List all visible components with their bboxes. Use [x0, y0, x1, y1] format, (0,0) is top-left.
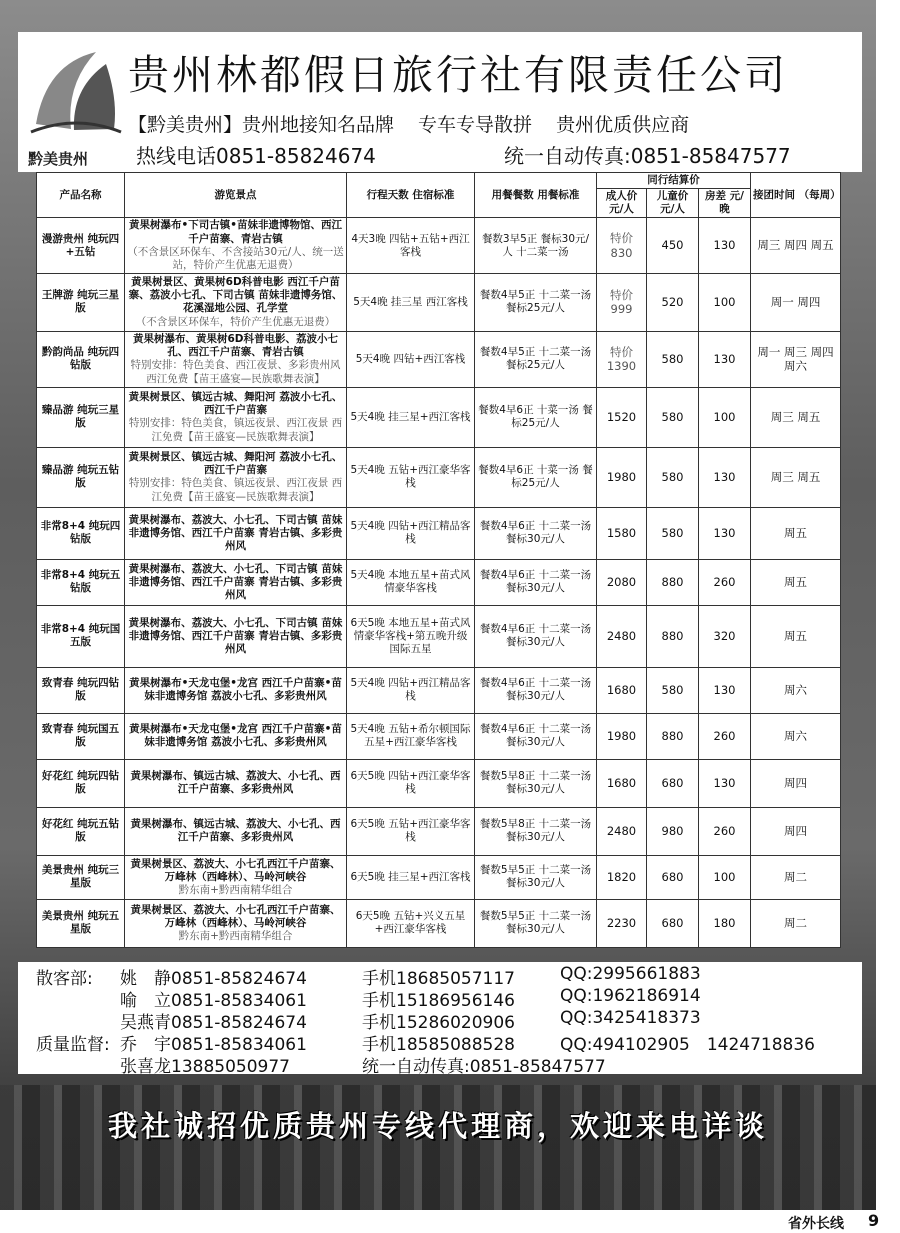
departure-days — [751, 273, 841, 331]
adult-price — [597, 667, 647, 713]
table-row — [37, 331, 841, 387]
tour-spots — [125, 667, 347, 713]
price-table — [36, 172, 840, 948]
days-lodging-text: 5天4晚 五钻+希尔顿国际五星+西江豪华客栈 — [350, 723, 471, 749]
tour-spots — [125, 855, 347, 899]
adult-price — [597, 273, 647, 331]
room-difference — [699, 273, 751, 331]
days-lodging-text: 5天4晚 挂三星+西江客栈 — [350, 410, 471, 423]
product-name-text: 致青春 纯玩国五版 — [41, 723, 120, 749]
product-name-text: 美景贵州 纯玩三星版 — [41, 864, 120, 890]
room-difference-text: 260 — [713, 575, 736, 590]
child-price — [647, 273, 699, 331]
adult-price-text: 1580 — [606, 526, 637, 541]
days-lodging-text: 6天5晚 本地五星+苗式风情豪华客栈+第五晚升级国际五星 — [350, 616, 471, 655]
table-row — [37, 559, 841, 605]
product-name — [37, 507, 125, 559]
product-name-text: 好花红 纯玩五钻版 — [41, 818, 120, 844]
room-difference-text: 100 — [713, 870, 736, 885]
meal-standard-text: 餐数4早6正 十菜一汤 餐标25元/人 — [478, 464, 593, 490]
adult-price-text: 2230 — [606, 916, 637, 931]
dept-label-sales: 散客部: — [36, 969, 93, 989]
departure-days-text: 周四 — [784, 824, 808, 839]
child-price — [647, 447, 699, 507]
table-row — [37, 507, 841, 559]
tour-spots-text: 黄果树瀑布•下司古镇•苗妹非遗博物馆、西江千户苗寨、青岩古镇 — [129, 219, 342, 245]
tour-spots-text: 黄果树瀑布•天龙屯堡•龙宫 西江千户苗寨•苗妹非遗博务馆 荔波小七孔、多彩贵州风 — [129, 723, 342, 749]
tour-note: 特别安排：特色美食、镇远夜景、西江夜景 西江免费【苗王盛宴—民族歌舞表演】 — [128, 477, 343, 503]
adult-price — [597, 387, 647, 447]
meal-standard-text: 餐数5早8正 十二菜一汤 餐标30元/人 — [479, 818, 592, 844]
product-name-text: 臻品游 纯玩五钻版 — [41, 464, 120, 490]
meal-standard-text: 餐数4早6正 十二菜一汤 餐标30元/人 — [479, 623, 592, 649]
departure-days-text: 周一 周三 周四 周六 — [757, 345, 834, 374]
product-name — [37, 387, 125, 447]
departure-days — [751, 559, 841, 605]
meal-standard — [475, 273, 597, 331]
tour-spots-text: 黄果树瀑布、镇远古城、荔波大、小七孔、西江千户苗寨、多彩贵州风 — [130, 818, 341, 844]
meal-standard-text: 餐数4早5正 十二菜一汤 餐标25元/人 — [479, 289, 592, 315]
tour-spots — [125, 273, 347, 331]
adult-price-text: 特价 830 — [610, 231, 633, 260]
company-logo-icon — [26, 44, 126, 144]
departure-days-text: 周五 — [784, 526, 808, 541]
departure-days-text: 周六 — [784, 729, 808, 744]
table-row — [37, 759, 841, 807]
adult-price-text: 2480 — [606, 629, 637, 644]
room-difference-text: 130 — [713, 470, 736, 485]
child-price-text: 450 — [661, 238, 684, 253]
adult-price — [597, 331, 647, 387]
departure-days — [751, 387, 841, 447]
child-price — [647, 855, 699, 899]
product-name — [37, 759, 125, 807]
room-difference — [699, 807, 751, 855]
days-lodging — [347, 605, 475, 667]
departure-days — [751, 331, 841, 387]
contact-mobile: 手机15286020906 — [362, 1013, 515, 1033]
contact-name: 乔 宇0851-85834061 — [120, 1035, 307, 1055]
header-price-group: 同行结算价 — [597, 173, 751, 189]
room-difference — [699, 559, 751, 605]
room-difference-text: 180 — [713, 916, 736, 931]
room-difference — [699, 387, 751, 447]
meal-standard — [475, 447, 597, 507]
header-meals: 用餐餐数 用餐标准 — [475, 173, 597, 218]
room-difference-text: 320 — [713, 629, 736, 644]
room-difference-text: 130 — [713, 683, 736, 698]
departure-days-text: 周二 — [784, 916, 808, 931]
meal-standard — [475, 331, 597, 387]
table-row — [37, 667, 841, 713]
tour-spots — [125, 331, 347, 387]
days-lodging-text: 6天5晚 挂三星+西江客栈 — [350, 870, 471, 883]
child-price-text: 580 — [661, 410, 684, 425]
tagline: 【黔美贵州】贵州地接知名品牌 专车专导散拼 贵州优质供应商 — [128, 114, 690, 136]
departure-days-text: 周五 — [784, 629, 808, 644]
meal-standard — [475, 605, 597, 667]
adult-price-text: 特价 1390 — [606, 345, 637, 374]
meal-standard-text: 餐数4早6正 十二菜一汤 餐标30元/人 — [479, 520, 592, 546]
contact-mobile: 手机18585088528 — [362, 1035, 515, 1055]
child-price — [647, 387, 699, 447]
child-price — [647, 331, 699, 387]
table-row — [37, 447, 841, 507]
room-difference-text: 130 — [713, 776, 736, 791]
meal-standard-text: 餐数5早5正 十二菜一汤 餐标30元/人 — [479, 910, 592, 936]
meal-standard-text: 餐数3早5正 餐标30元/人 十二菜一汤 — [481, 232, 590, 258]
adult-price — [597, 447, 647, 507]
departure-days — [751, 447, 841, 507]
days-lodging — [347, 559, 475, 605]
departure-days — [751, 605, 841, 667]
child-price-text: 580 — [661, 683, 684, 698]
tour-spots-text: 黄果树瀑布、镇远古城、荔波大、小七孔、西江千户苗寨、多彩贵州风 — [130, 770, 341, 796]
page-number: 9 — [868, 1211, 880, 1230]
product-name — [37, 713, 125, 759]
days-lodging — [347, 713, 475, 759]
contact-name: 张喜龙13885050977 — [120, 1057, 290, 1077]
adult-price-text: 1980 — [606, 729, 637, 744]
departure-days — [751, 507, 841, 559]
contact-name: 喻 立0851-85834061 — [120, 991, 307, 1011]
child-price-text: 520 — [661, 295, 684, 310]
room-difference-text: 100 — [713, 410, 736, 425]
adult-price-text: 1980 — [606, 470, 637, 485]
meal-standard-text: 餐数4早6正 十二菜一汤 餐标30元/人 — [479, 677, 592, 703]
header-room: 房差 元/晚 — [699, 189, 751, 218]
product-name — [37, 559, 125, 605]
meal-standard-text: 餐数5早8正 十二菜一汤 餐标30元/人 — [479, 770, 592, 796]
adult-price — [597, 759, 647, 807]
contact-qq: QQ:1962186914 — [560, 986, 701, 1006]
tour-spots — [125, 218, 347, 274]
room-difference-text: 260 — [713, 729, 736, 744]
logo-text: 黔美贵州 — [28, 150, 89, 168]
room-difference — [699, 759, 751, 807]
tour-note: 特别安排：特色美食、西江夜景、多彩贵州风 西江免费【苗王盛宴—民族歌舞表演】 — [130, 359, 341, 385]
room-difference-text: 130 — [713, 526, 736, 541]
meal-standard — [475, 218, 597, 274]
child-price — [647, 218, 699, 274]
header-name: 产品名称 — [37, 173, 125, 218]
departure-days — [751, 713, 841, 759]
tour-spots — [125, 605, 347, 667]
meal-standard-text: 餐数4早5正 十二菜一汤 餐标25元/人 — [479, 346, 592, 372]
meal-standard — [475, 855, 597, 899]
product-name-text: 美景贵州 纯玩五星版 — [41, 910, 120, 936]
tour-spots-text: 黄果树景区、镇远古城、舞阳河 荔波小七孔、西江千户苗寨 — [128, 451, 343, 477]
days-lodging — [347, 331, 475, 387]
tour-spots — [125, 807, 347, 855]
departure-days — [751, 218, 841, 274]
product-name-text: 王牌游 纯玩三星版 — [41, 289, 120, 315]
child-price-text: 580 — [661, 470, 684, 485]
child-price-text: 880 — [661, 629, 684, 644]
tour-spots-text: 黄果树景区、镇远古城、舞阳河 荔波小七孔、西江千户苗寨 — [128, 391, 343, 417]
child-price-text: 880 — [661, 729, 684, 744]
tour-spots-text: 黄果树瀑布•天龙屯堡•龙宫 西江千户苗寨•苗妹非遗博务馆 荔波小七孔、多彩贵州风 — [129, 677, 342, 703]
contact-mobile: 手机18685057117 — [362, 969, 515, 989]
tour-spots — [125, 759, 347, 807]
child-price — [647, 559, 699, 605]
header — [18, 32, 862, 172]
departure-days — [751, 855, 841, 899]
table-row — [37, 273, 841, 331]
departure-days-text: 周四 — [784, 776, 808, 791]
contact-name: 姚 静0851-85824674 — [120, 969, 307, 989]
dept-label-quality: 质量监督: — [36, 1035, 110, 1055]
meal-standard — [475, 807, 597, 855]
product-name — [37, 447, 125, 507]
adult-price — [597, 855, 647, 899]
adult-price — [597, 559, 647, 605]
header-schedule: 接团时间 （每周） — [751, 173, 841, 218]
adult-price-text: 2080 — [606, 575, 637, 590]
departure-days-text: 周一 周四 — [770, 295, 821, 310]
meal-standard — [475, 667, 597, 713]
departure-days-text: 周六 — [784, 683, 808, 698]
room-difference — [699, 218, 751, 274]
tour-note: （不含景区环保车，特价产生优惠无退费） — [135, 315, 336, 328]
adult-price-text: 1680 — [606, 683, 637, 698]
meal-standard — [475, 507, 597, 559]
product-name-text: 黔韵尚品 纯玩四钻版 — [41, 346, 120, 372]
days-lodging — [347, 447, 475, 507]
adult-price-text: 1820 — [606, 870, 637, 885]
days-lodging-text: 6天5晚 五钻+西江豪华客栈 — [350, 818, 471, 844]
child-price-text: 580 — [661, 526, 684, 541]
child-price-text: 680 — [661, 916, 684, 931]
room-difference — [699, 899, 751, 947]
departure-days — [751, 899, 841, 947]
company-name: 贵州林都假日旅行社有限责任公司 — [128, 51, 788, 99]
fax: 统一自动传真:0851-85847577 — [504, 144, 791, 168]
table-row — [37, 387, 841, 447]
product-name-text: 非常8+4 纯玩四钻版 — [40, 520, 121, 546]
days-lodging — [347, 507, 475, 559]
table-row — [37, 218, 841, 274]
contact-name: 吴燕青0851-85824674 — [120, 1013, 307, 1033]
header-adult: 成人价 元/人 — [597, 189, 647, 218]
room-difference — [699, 507, 751, 559]
departure-days-text: 周三 周五 — [770, 470, 821, 485]
departure-days — [751, 759, 841, 807]
meal-standard-text: 餐数5早5正 十二菜一汤 餐标30元/人 — [479, 864, 592, 890]
child-price — [647, 713, 699, 759]
tour-spots-text: 黄果树瀑布、黄果树6D科普电影、荔波小七孔、西江千户苗寨、青岩古镇 — [132, 333, 339, 359]
days-lodging-text: 5天4晚 五钻+西江豪华客栈 — [350, 464, 471, 490]
recruit-banner: 我社诚招优质贵州专线代理商，欢迎来电详谈 — [107, 1109, 768, 1143]
departure-days-text: 周五 — [784, 575, 808, 590]
tour-note: （不含景区环保车、不含接站30元/人、统一送站，特价产生优惠无退费） — [127, 245, 344, 271]
child-price — [647, 507, 699, 559]
adult-price-text: 1680 — [606, 776, 637, 791]
contact-qq: QQ:494102905 1424718836 — [560, 1035, 815, 1055]
table-row — [37, 605, 841, 667]
departure-days-text: 周三 周四 周五 — [757, 238, 834, 253]
tour-spots-text: 黄果树瀑布、荔波大、小七孔、下司古镇 苗妹非遗博务馆、西江千户苗寨 青岩古镇、多彩贵州风 — [128, 616, 343, 655]
child-price-text: 980 — [661, 824, 684, 839]
product-name — [37, 807, 125, 855]
room-difference-text: 130 — [713, 238, 736, 253]
meal-standard — [475, 899, 597, 947]
header-child: 儿童价 元/人 — [647, 189, 699, 218]
departure-days — [751, 667, 841, 713]
days-lodging — [347, 855, 475, 899]
days-lodging — [347, 218, 475, 274]
tour-spots — [125, 387, 347, 447]
tour-spots — [125, 899, 347, 947]
child-price — [647, 807, 699, 855]
child-price-text: 680 — [661, 776, 684, 791]
tour-note: 特别安排：特色美食，镇远夜景、西江夜景 西江免费【苗王盛宴—民族歌舞表演】 — [128, 417, 343, 443]
product-name — [37, 667, 125, 713]
room-difference — [699, 331, 751, 387]
tour-spots-text: 黄果树瀑布、荔波大、小七孔、下司古镇 苗妹非遗博务馆、西江千户苗寨 青岩古镇、多彩贵州风 — [128, 562, 343, 601]
departure-days-text: 周二 — [784, 870, 808, 885]
tour-spots — [125, 507, 347, 559]
adult-price — [597, 507, 647, 559]
tour-spots-text: 黄果树景区、荔波大、小七孔西江千户苗寨、万峰林（西峰林）、马岭河峡谷 — [130, 903, 341, 929]
product-name — [37, 331, 125, 387]
room-difference-text: 260 — [713, 824, 736, 839]
product-name — [37, 899, 125, 947]
tour-spots-text: 黄果树景区、荔波大、小七孔西江千户苗寨、万峰林（西峰林）、马岭河峡谷 — [130, 857, 341, 883]
room-difference — [699, 447, 751, 507]
product-name-text: 非常8+4 纯玩五钻版 — [40, 569, 121, 595]
room-difference-text: 100 — [713, 295, 736, 310]
tour-note: 黔东南+黔西南精华组合 — [178, 883, 293, 896]
child-price-text: 580 — [661, 352, 684, 367]
adult-price-text: 特价 999 — [610, 288, 633, 317]
days-lodging — [347, 387, 475, 447]
header-spots: 游览景点 — [125, 173, 347, 218]
table-row — [37, 807, 841, 855]
departure-days — [751, 807, 841, 855]
product-name — [37, 273, 125, 331]
child-price-text: 680 — [661, 870, 684, 885]
hotline: 热线电话0851-85824674 — [136, 144, 376, 168]
product-name-text: 致青春 纯玩四钻版 — [41, 677, 120, 703]
meal-standard — [475, 559, 597, 605]
adult-price — [597, 218, 647, 274]
meal-standard — [475, 759, 597, 807]
days-lodging-text: 5天4晚 四钻+西江精品客栈 — [350, 677, 471, 703]
room-difference — [699, 855, 751, 899]
days-lodging — [347, 807, 475, 855]
product-name-text: 臻品游 纯玩三星版 — [41, 404, 120, 430]
room-difference-text: 130 — [713, 352, 736, 367]
product-name-text: 漫游贵州 纯玩四+五钻 — [41, 232, 120, 258]
tour-spots-text: 黄果树瀑布、荔波大、小七孔、下司古镇 苗妹非遗博务馆、西江千户苗寨 青岩古镇、多彩贵州风 — [128, 513, 343, 552]
child-price-text: 880 — [661, 575, 684, 590]
meal-standard-text: 餐数4早6正 十菜一汤 餐标25元/人 — [478, 404, 593, 430]
tour-spots-text: 黄果树景区、黄果树6D科普电影 西江千户苗寨、荔波小七孔、下司古镇 苗妹非遗博务馆、花溪湿地公园、孔学堂 — [128, 276, 343, 315]
days-lodging-text: 6天5晚 四钻+西江豪华客栈 — [350, 770, 471, 796]
contact-mobile: 手机15186956146 — [362, 991, 515, 1011]
room-difference — [699, 713, 751, 759]
days-lodging — [347, 759, 475, 807]
product-name — [37, 855, 125, 899]
meal-standard-text: 餐数4早6正 十二菜一汤 餐标30元/人 — [479, 723, 592, 749]
table-row — [37, 855, 841, 899]
days-lodging-text: 4天3晚 四钻+五钻+西江客栈 — [351, 232, 470, 258]
tour-spots — [125, 713, 347, 759]
tour-note: 黔东南+黔西南精华组合 — [178, 929, 293, 942]
contact-qq: QQ:3425418373 — [560, 1008, 701, 1028]
adult-price — [597, 899, 647, 947]
table-row — [37, 899, 841, 947]
tour-spots — [125, 559, 347, 605]
meal-standard — [475, 387, 597, 447]
days-lodging-text: 5天4晚 四钻+西江客栈 — [355, 352, 466, 365]
days-lodging — [347, 273, 475, 331]
meal-standard — [475, 713, 597, 759]
days-lodging-text: 5天4晚 四钻+西江精品客栈 — [350, 520, 471, 546]
adult-price — [597, 807, 647, 855]
tour-spots — [125, 447, 347, 507]
product-name — [37, 218, 125, 274]
child-price — [647, 899, 699, 947]
room-difference — [699, 605, 751, 667]
product-name-text: 非常8+4 纯玩国五版 — [40, 623, 121, 649]
adult-price-text: 2480 — [606, 824, 637, 839]
days-lodging-text: 6天5晚 五钻+兴义五星+西江豪华客栈 — [355, 910, 466, 936]
product-name-text: 好花红 纯玩四钻版 — [41, 770, 120, 796]
days-lodging-text: 5天4晚 挂三星 西江客栈 — [353, 295, 468, 308]
contact-qq: QQ:2995661883 — [560, 964, 701, 984]
adult-price — [597, 713, 647, 759]
contacts — [18, 962, 862, 1077]
days-lodging — [347, 899, 475, 947]
meal-standard-text: 餐数4早6正 十二菜一汤 餐标30元/人 — [479, 569, 592, 595]
days-lodging-text: 5天4晚 本地五星+苗式风情豪华客栈 — [350, 569, 471, 595]
departure-days-text: 周三 周五 — [770, 410, 821, 425]
adult-price — [597, 605, 647, 667]
child-price — [647, 759, 699, 807]
adult-price-text: 1520 — [606, 410, 637, 425]
product-name — [37, 605, 125, 667]
days-lodging — [347, 667, 475, 713]
table-row — [37, 713, 841, 759]
child-price — [647, 605, 699, 667]
room-difference — [699, 667, 751, 713]
contact-fax: 统一自动传真:0851-85847577 — [362, 1057, 606, 1077]
footer-section-label: 省外长线 — [788, 1216, 844, 1232]
header-days: 行程天数 住宿标准 — [347, 173, 475, 218]
child-price — [647, 667, 699, 713]
